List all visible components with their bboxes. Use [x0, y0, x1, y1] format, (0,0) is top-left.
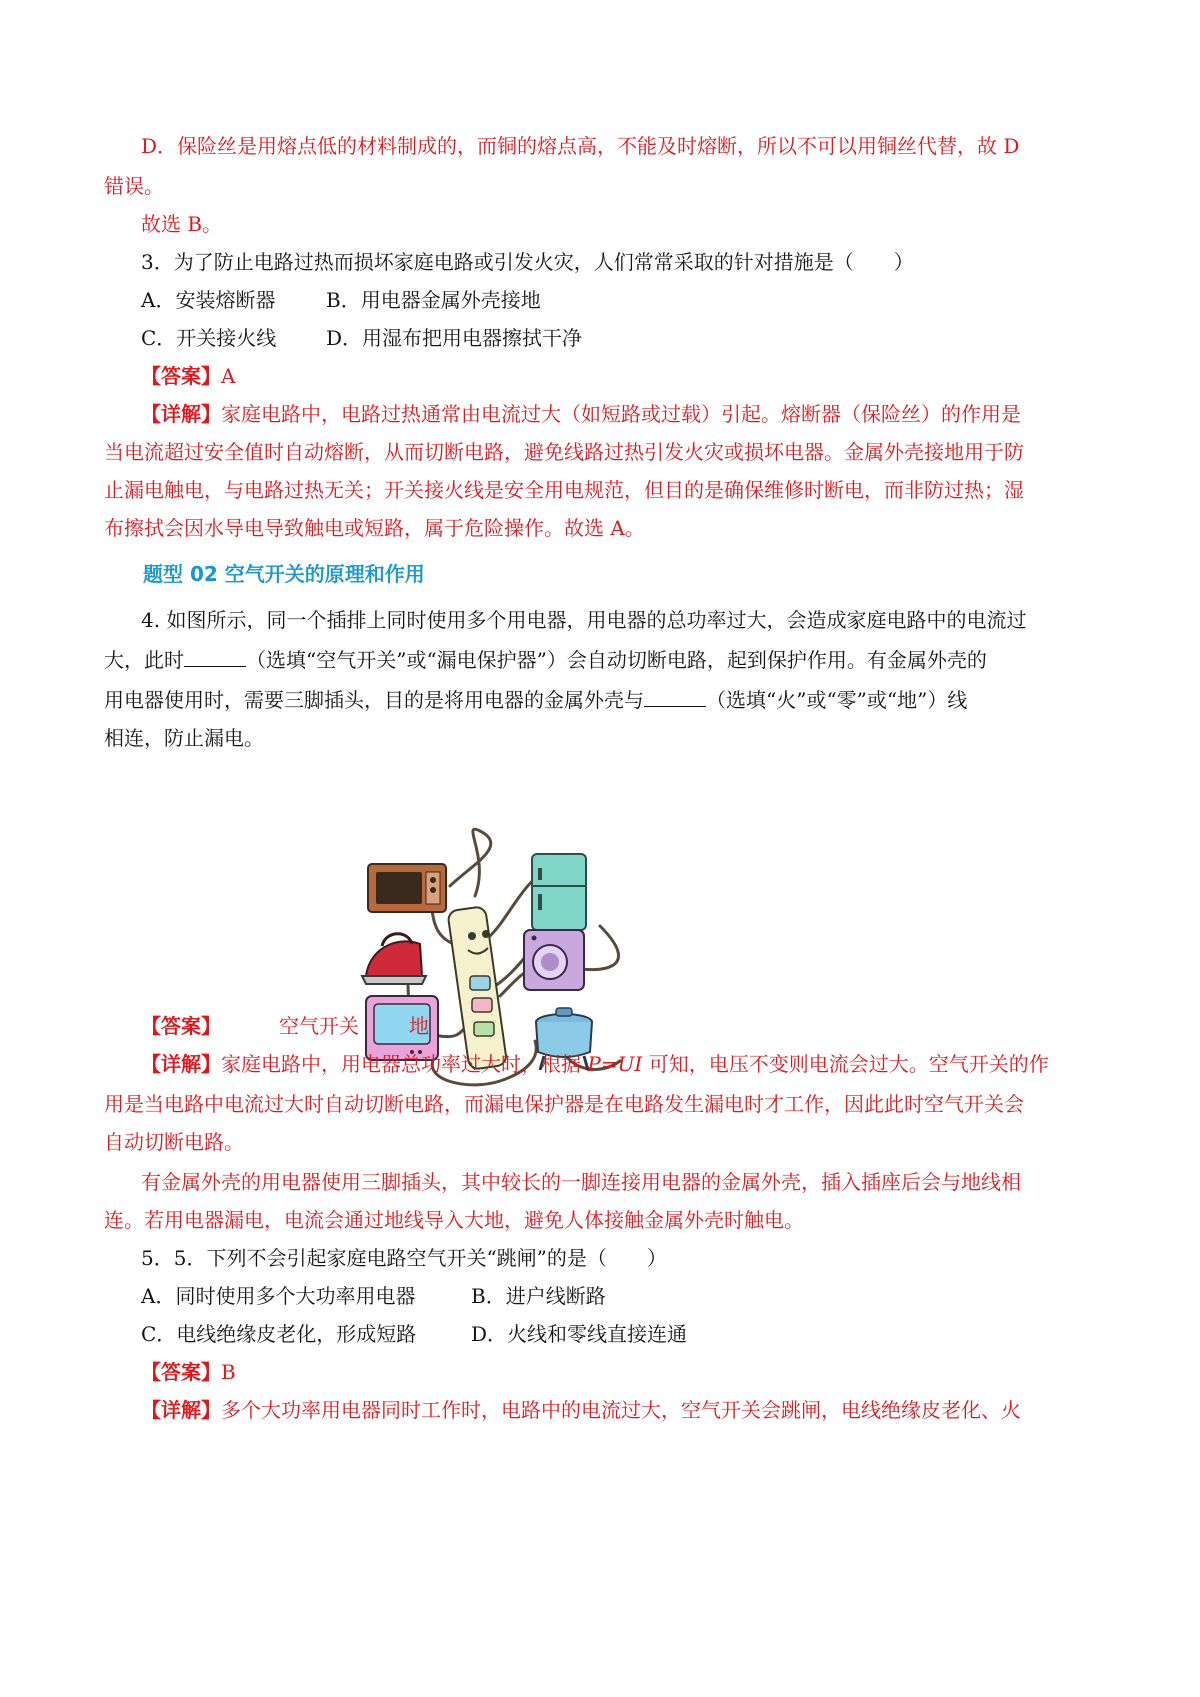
section-heading: 题型 02 空气开关的原理和作用 [143, 562, 425, 586]
q5-stem: 5．5．下列不会引起家庭电路空气开关“跳闸”的是（ ） [141, 1246, 667, 1270]
q4-detail-formula: P=UI [587, 1052, 643, 1076]
microwave-icon [368, 864, 446, 912]
q4-detail-text-1a: 家庭电路中，用电器总功率过大时，根据 [221, 1052, 588, 1076]
q5-answer [141, 1358, 236, 1386]
q3-detail-line-2: 当电流超过安全值时自动熔断，从而切断电路，避免线路过热引发火灾或损坏电器。金属外壳接地用于防 [104, 440, 1024, 464]
power-strip-icon [447, 906, 507, 1070]
q3-detail-tag: 【详解】 [141, 402, 221, 426]
q4-detail-line-3: 自动切断电路。 [104, 1130, 244, 1154]
q4-stem-2b: （选填“空气开关”或“漏电保护器”）会自动切断电路，起到保护作用。有金属外壳的 [246, 648, 987, 672]
q5-option-d: D．火线和零线直接连通 [471, 1322, 688, 1346]
q4-stem-line-2 [104, 646, 987, 674]
q3-answer [141, 362, 235, 390]
q3-option-d: D．用湿布把用电器擦拭干净 [326, 326, 583, 350]
q4-stem-3a: 用电器使用时，需要三脚插头，目的是将用电器的金属外壳与 [104, 688, 644, 712]
q4-stem-3b: （选填“火”或“零”或“地”）线 [706, 688, 968, 712]
q4-detail-tag: 【详解】 [141, 1052, 221, 1076]
q4-answer-value-1: 空气开关 [279, 1014, 359, 1038]
washing-machine-icon [524, 930, 584, 990]
q4-detail-line-2: 用是当电路中电流过大时自动切断电路，而漏电保护器是在电路发生漏电时才工作，因此此时空气开关会 [104, 1092, 1024, 1116]
q4-stem-line-3 [104, 686, 967, 714]
q4-detail-text-1b: 可知，电压不变则电流会过大。空气开关的作 [642, 1052, 1049, 1076]
q4-stem-line-1: 4. 如图所示，同一个插排上同时使用多个用电器，用电器的总功率过大，会造成家庭电路中的电流过 [141, 608, 1027, 632]
iron-icon [362, 934, 426, 984]
q4-detail-line-4: 有金属外壳的用电器使用三脚插头，其中较长的一脚连接用电器的金属外壳，插入插座后会与地线相 [141, 1170, 1021, 1194]
q4-blank-2 [644, 686, 706, 707]
q5-answer-value: B [221, 1360, 236, 1384]
q5-detail-text-1: 多个大功率用电器同时工作时，电路中的电流过大，空气开关会跳闸，电线绝缘皮老化、火 [221, 1398, 1021, 1422]
q3-detail-text-1: 家庭电路中，电路过热通常由电流过大（如短路或过载）引起。熔断器（保险丝）的作用是 [221, 402, 1021, 426]
q3-answer-value: A [221, 364, 236, 388]
q3-answer-tag: 【答案】 [141, 364, 221, 388]
q4-stem-2a: 大，此时 [104, 648, 184, 672]
q4-detail-line-1 [141, 1050, 1049, 1078]
q5-detail-line-1 [141, 1396, 1021, 1424]
q2-option-d-text: D．保险丝是用熔点低的材料制成的，而铜的熔点高，不能及时熔断，所以不可以用铜丝代替，故 D [141, 134, 1020, 158]
q2-option-d-text-cont: 错误。 [104, 174, 164, 198]
q5-detail-tag: 【详解】 [141, 1398, 221, 1422]
q5-option-c: C．电线绝缘皮老化，形成短路 [141, 1322, 417, 1346]
q3-stem: 3．为了防止电路过热而损坏家庭电路或引发火灾，人们常常采取的针对措施是（ ） [141, 250, 914, 274]
q3-detail-line-3: 止漏电触电，与电路过热无关；开关接火线是安全用电规范，但目的是确保维修时断电，而非防过热；湿 [104, 478, 1024, 502]
q5-option-b: B．进户线断路 [471, 1284, 606, 1308]
q4-stem-line-4: 相连，防止漏电。 [104, 726, 264, 750]
q3-detail-line-1 [141, 400, 1021, 428]
q3-option-b: B．用电器金属外壳接地 [326, 288, 541, 312]
q4-blank-1 [184, 646, 246, 667]
q2-conclusion: 故选 B。 [141, 212, 223, 236]
refrigerator-icon [532, 854, 586, 930]
q3-option-a: A．安装熔断器 [141, 288, 276, 312]
q4-answer-value-2: 地 [409, 1014, 429, 1038]
q5-answer-tag: 【答案】 [141, 1360, 221, 1384]
q4-detail-line-5: 连。若用电器漏电，电流会通过地线导入大地，避免人体接触金属外壳时触电。 [104, 1208, 804, 1232]
q4-answer [141, 1012, 429, 1040]
q4-answer-tag: 【答案】 [141, 1014, 221, 1038]
q5-option-a: A．同时使用多个大功率用电器 [141, 1284, 416, 1308]
q3-option-c: C．开关接火线 [141, 326, 277, 350]
q3-detail-line-4: 布擦拭会因水导电导致触电或短路，属于危险操作。故选 A。 [104, 516, 645, 540]
